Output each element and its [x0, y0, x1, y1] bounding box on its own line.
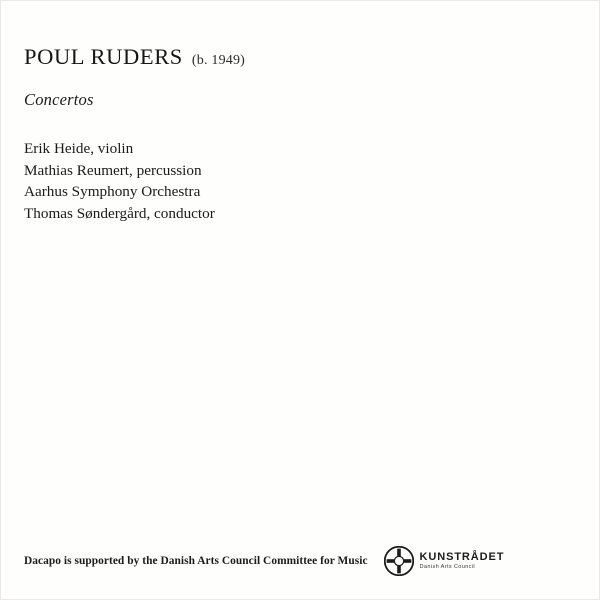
work-title: Concertos [24, 90, 94, 109]
support-credit-text: Dacapo is supported by the Danish Arts Council Committee for Music [24, 555, 368, 567]
composer-dates: (b. 1949) [191, 53, 246, 68]
composer-heading [24, 44, 576, 70]
kunstraadet-logo [384, 546, 505, 576]
list-item: Thomas Søndergård, conductor [24, 204, 215, 222]
logo-name: KUNSTRÅDET [419, 550, 505, 563]
logo-subtitle: Danish Arts Council [419, 563, 476, 570]
footer [24, 546, 576, 576]
composer-name: POUL RUDERS [24, 44, 183, 69]
performer-list [24, 138, 576, 224]
list-item: Erik Heide, violin [24, 140, 134, 157]
kunstraadet-cross-icon [384, 546, 414, 576]
logo-wordmark [420, 552, 505, 571]
booklet-content [24, 44, 576, 224]
list-item: Mathias Reumert, percussion [24, 161, 202, 179]
list-item: Aarhus Symphony Orchestra [24, 183, 201, 200]
